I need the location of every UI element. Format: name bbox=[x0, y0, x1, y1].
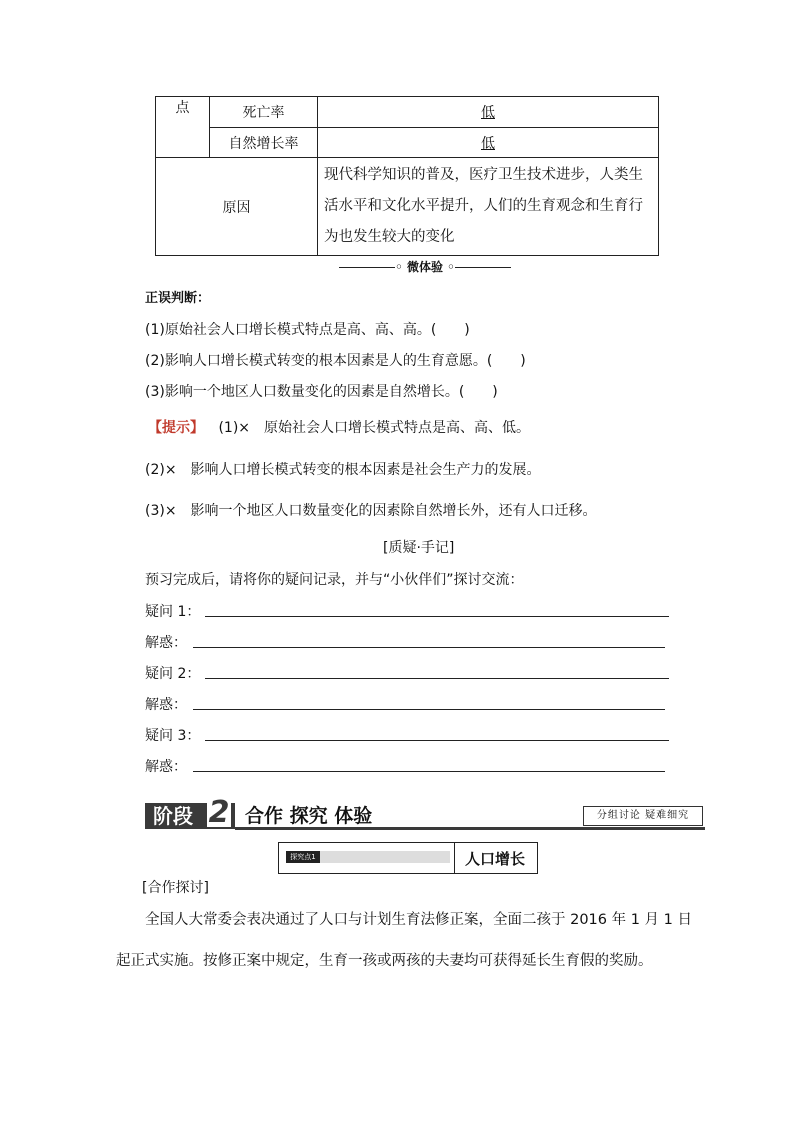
note-line-question-1[interactable]: 疑问 1： bbox=[145, 601, 670, 621]
note-line-answer-3[interactable]: 解惑： bbox=[145, 756, 670, 776]
judge-title: 正误判断： bbox=[145, 291, 211, 306]
coop-paragraph: 全国人大常委会表决通过了人口与计划生育法修正案，全面二孩于 2016 年 1 月 1 日起正式实施。按修正案中规定，生育一孩或两孩的夫妻均可获得延长生育假的奖励。 bbox=[116, 912, 693, 969]
natural-growth-value: 低 bbox=[318, 128, 659, 158]
answer-2: (2)× 影响人口增长模式转变的根本因素是社会生产力的发展。 bbox=[145, 462, 541, 478]
population-table bbox=[155, 96, 659, 256]
reason-label: 原因 bbox=[156, 158, 318, 256]
note-line-question-2[interactable]: 疑问 2： bbox=[145, 663, 670, 683]
stage-number-badge: 2 bbox=[201, 803, 235, 829]
stage-title: 合作 探究 体验 bbox=[245, 805, 373, 827]
reason-text: 现代科学知识的普及，医疗卫生技术进步，人类生活水平和文化水平提升，人们的生育观念和生育行为也发生较大的变化 bbox=[318, 158, 659, 256]
question-3: (3)影响一个地区人口数量变化的因素是自然增长。( ) bbox=[145, 384, 498, 400]
death-rate-label: 死亡率 bbox=[210, 97, 318, 128]
answer-1: 【提示】 (1)× 原始社会人口增长模式特点是高、高、低。 bbox=[148, 420, 531, 436]
answer-3: (3)× 影响一个地区人口数量变化的因素除自然增长外，还有人口迁移。 bbox=[145, 503, 597, 519]
question-2: (2)影响人口增长模式转变的根本因素是人的生育意愿。( ) bbox=[145, 353, 526, 369]
notes-intro: 预习完成后，请将你的疑问记录，并与“小伙伴们”探讨交流： bbox=[145, 572, 524, 588]
death-rate-value: 低 bbox=[318, 97, 659, 128]
table-row-label: 点 bbox=[156, 97, 210, 158]
stage-tag: 分组讨论 疑难细究 bbox=[583, 806, 703, 826]
probe-point-box bbox=[278, 842, 538, 874]
note-line-question-3[interactable]: 疑问 3： bbox=[145, 725, 670, 745]
stage-banner bbox=[145, 795, 705, 830]
question-1: (1)原始社会人口增长模式特点是高、高、高。( ) bbox=[145, 322, 470, 338]
stage-label: 阶段 bbox=[145, 803, 201, 829]
probe-title: 人口增长 bbox=[465, 850, 526, 868]
coop-title: [合作探讨] bbox=[142, 880, 209, 896]
notes-title: [质疑·手记] bbox=[383, 540, 455, 556]
note-line-answer-1[interactable]: 解惑： bbox=[145, 632, 670, 652]
hint-label: 【提示】 bbox=[148, 420, 204, 436]
probe-label: 探究点1 bbox=[286, 851, 450, 863]
micro-experience-heading: ◦ 微体验 ◦ bbox=[330, 258, 520, 275]
natural-growth-label: 自然增长率 bbox=[210, 128, 318, 158]
note-line-answer-2[interactable]: 解惑： bbox=[145, 694, 670, 714]
